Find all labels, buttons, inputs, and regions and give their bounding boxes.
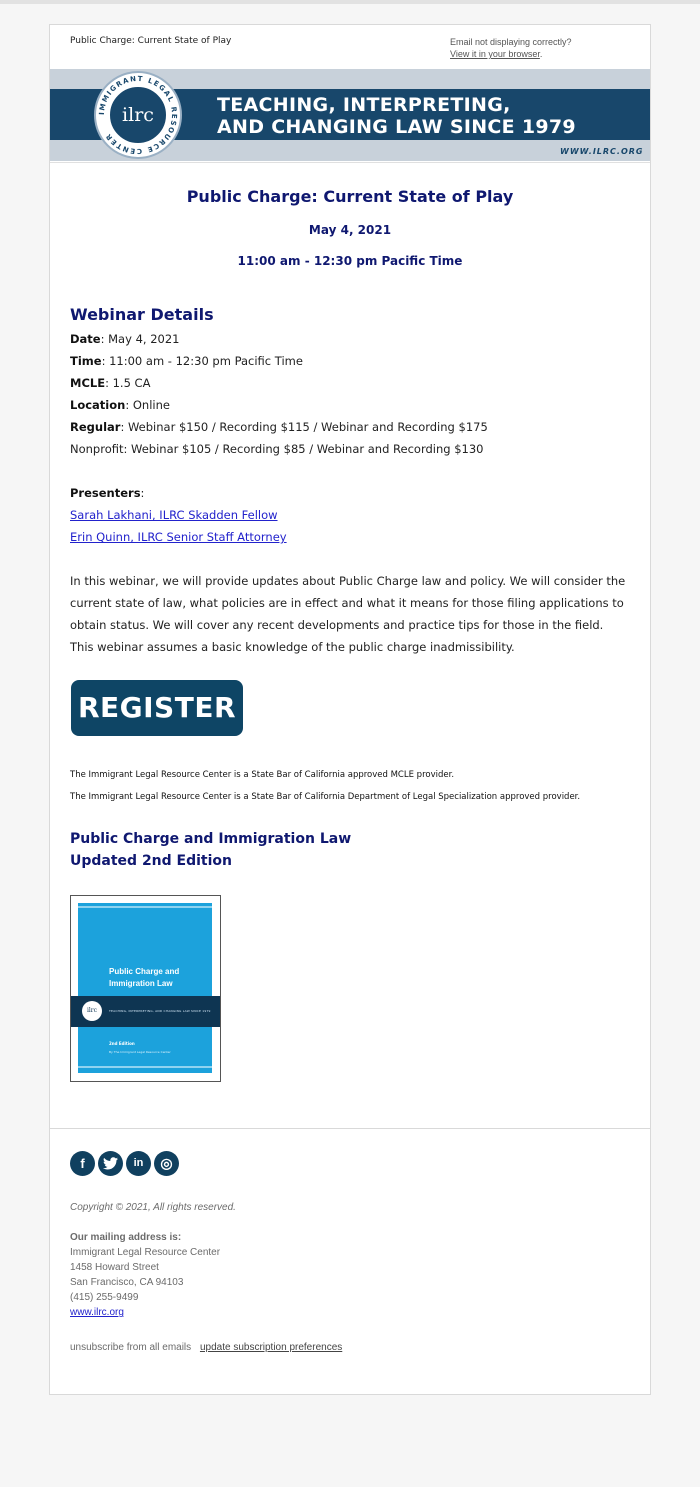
cover-title-line1: Public Charge and	[109, 967, 180, 976]
mailing-label: Our mailing address is:	[70, 1232, 182, 1243]
cover-byline: By The Immigrant Legal Resource Center	[109, 1050, 171, 1054]
detail-label: Date	[70, 332, 101, 346]
banner-url: WWW.ILRC.ORG	[560, 147, 644, 156]
detail-value: : 1.5 CA	[105, 376, 151, 390]
footer-divider	[50, 1128, 650, 1129]
view-link-suffix: .	[539, 49, 543, 59]
ilrc-banner	[50, 69, 650, 161]
detail-time	[70, 354, 303, 368]
instagram-icon[interactable]: ◎	[154, 1151, 179, 1176]
presenter-item	[70, 530, 287, 544]
banner-headline	[217, 94, 576, 138]
detail-value: : May 4, 2021	[100, 332, 180, 346]
view-in-browser	[450, 36, 572, 60]
event-title: Public Charge: Current State of Play	[186, 187, 514, 206]
subscription-links	[70, 1340, 342, 1355]
detail-nonprofit-price: Nonprofit: Webinar $105 / Recording $85 / Webinar and Recording $130	[70, 442, 484, 456]
address-phone: (415) 255-9499	[70, 1292, 139, 1303]
preheader-text: Public Charge: Current State of Play	[70, 36, 232, 46]
presenter-link-lakhani[interactable]: Sarah Lakhani, ILRC Skadden Fellow	[70, 508, 278, 522]
detail-label: Regular	[70, 420, 121, 434]
social-links	[70, 1151, 182, 1176]
detail-date	[70, 332, 179, 346]
view-prompt: Email not displaying correctly?	[450, 37, 572, 47]
twitter-icon[interactable]	[98, 1151, 123, 1176]
linkedin-icon[interactable]: in	[126, 1151, 151, 1176]
cover-band	[78, 906, 212, 908]
facebook-icon[interactable]: f	[70, 1151, 95, 1176]
svg-text:IMMIGRANT LEGAL RESOURCE CENTE: IMMIGRANT LEGAL RESOURCE CENTER	[97, 74, 179, 156]
cover-tagline: TEACHING, INTERPRETING, AND CHANGING LAW SINCE 1979	[109, 1009, 211, 1013]
address-street: 1458 Howard Street	[70, 1262, 159, 1273]
detail-label: Location	[70, 398, 126, 412]
book-heading-line1: Public Charge and Immigration Law	[70, 831, 352, 847]
detail-mcle	[70, 376, 150, 390]
webinar-description: In this webinar, we will provide updates about Public Charge law and policy. We will consider the current state of law, what policies are in effect and what it means for those filing applications to obtain status. We will cover any recent developments and practice tips for those in the field. This webinar assumes a basic knowledge of the public charge inadmissibility.	[70, 574, 626, 654]
event-time: 11:00 am - 12:30 pm Pacific Time	[237, 254, 463, 268]
detail-label: MCLE	[70, 376, 106, 390]
cover-title	[109, 966, 179, 990]
register-button[interactable]: REGISTER	[71, 680, 243, 736]
details-heading: Webinar Details	[70, 305, 214, 324]
presenter-link-quinn[interactable]: Erin Quinn, ILRC Senior Staff Attorney	[70, 530, 287, 544]
cover-logo: ilrc	[82, 1001, 102, 1021]
email-card	[49, 24, 651, 1395]
mailing-address	[70, 1230, 220, 1320]
banner-headline-line2: AND CHANGING LAW SINCE 1979	[217, 116, 576, 138]
cover-edition: 2nd Edition	[109, 1041, 135, 1046]
address-city: San Francisco, CA 94103	[70, 1277, 184, 1288]
presenters-heading	[70, 486, 144, 500]
website-link[interactable]: www.ilrc.org	[70, 1307, 124, 1318]
divider	[50, 162, 650, 163]
detail-regular-price	[70, 420, 488, 434]
seal-inner-text: ilrc	[108, 85, 168, 145]
update-preferences-link[interactable]: update subscription preferences	[199, 1342, 343, 1353]
presenters-suffix: :	[140, 486, 145, 500]
book-cover-image[interactable]	[70, 895, 221, 1082]
cover-title-line2: Immigration Law	[109, 979, 173, 988]
detail-label: Time	[70, 354, 102, 368]
event-date: May 4, 2021	[308, 223, 392, 237]
detail-value: : Webinar $150 / Recording $115 / Webinar and Recording $175	[120, 420, 488, 434]
top-strip	[0, 0, 700, 4]
detail-value: : Online	[125, 398, 170, 412]
address-org: Immigrant Legal Resource Center	[70, 1247, 221, 1258]
specialization-notice: The Immigrant Legal Resource Center is a State Bar of California Department of Legal Specialization approved provider.	[70, 792, 581, 802]
presenter-item	[70, 508, 278, 522]
book-heading-line2: Updated 2nd Edition	[70, 853, 233, 869]
banner-headline-line1: TEACHING, INTERPRETING,	[217, 94, 511, 116]
cover-band	[78, 1066, 212, 1068]
mcle-notice: The Immigrant Legal Resource Center is a State Bar of California approved MCLE provider.	[70, 770, 455, 780]
detail-value: : 11:00 am - 12:30 pm Pacific Time	[101, 354, 303, 368]
detail-location	[70, 398, 170, 412]
ilrc-seal-logo	[94, 71, 182, 159]
presenters-label: Presenters	[70, 486, 141, 500]
copyright: Copyright © 2021, All rights reserved.	[70, 1202, 236, 1213]
unsubscribe-link[interactable]: unsubscribe from all emails	[70, 1342, 192, 1353]
view-in-browser-link[interactable]: View it in your browser	[450, 49, 540, 59]
